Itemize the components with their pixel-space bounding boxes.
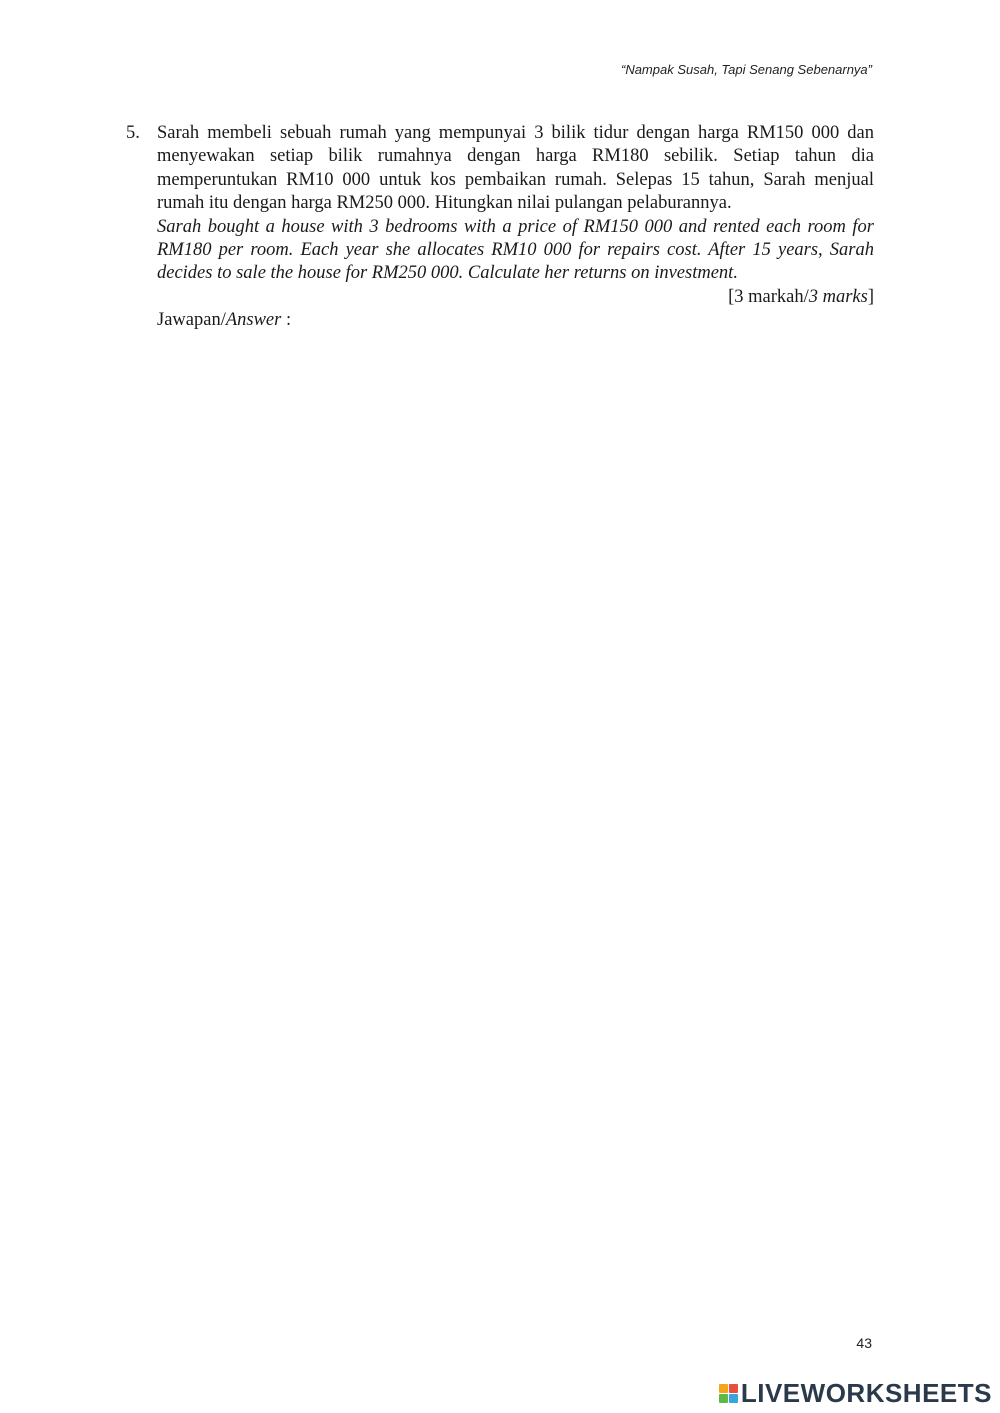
question-body (157, 122, 874, 333)
answer-label (157, 309, 874, 332)
question-text-english: Sarah bought a house with 3 bedrooms with a price of RM150 000 and rented each room for RM180 per room. Each year she allocates RM10 000 for repairs cost. After 15 years, Sarah decides to sale the house for RM250 000. Calculate her returns on investment. (157, 216, 874, 284)
marks-english: 3 marks (808, 286, 868, 307)
liveworksheets-logo-icon (719, 1384, 738, 1403)
page-number: 43 (856, 1335, 872, 1351)
question-5 (126, 122, 874, 333)
liveworksheets-logo (719, 1378, 992, 1409)
header-motto: “Nampak Susah, Tapi Senang Sebenarnya” (620, 62, 872, 77)
marks-malay: [3 markah/ (728, 286, 809, 307)
liveworksheets-brand-text: LIVEWORKSHEETS (740, 1378, 992, 1408)
question-text-malay: Sarah membeli sebuah rumah yang mempunyai 3 bilik tidur dengan harga RM150 000 dan menyewakan setiap bilik rumahnya dengan harga RM180 sebilik. Setiap tahun dia memperuntukan RM10 000 untuk kos pembaikan rumah. Selepas 15 tahun, Sarah menjual rumah itu dengan harga RM250 000. Hitungkan nilai pulangan pelaburannya. (157, 123, 874, 214)
question-number: 5. (126, 123, 140, 143)
marks-allocation (157, 286, 874, 309)
answer-label-english: Answer (225, 310, 282, 331)
marks-close: ] (867, 286, 874, 307)
answer-label-malay: Jawapan/ (157, 310, 226, 331)
answer-label-colon: : (281, 310, 292, 331)
